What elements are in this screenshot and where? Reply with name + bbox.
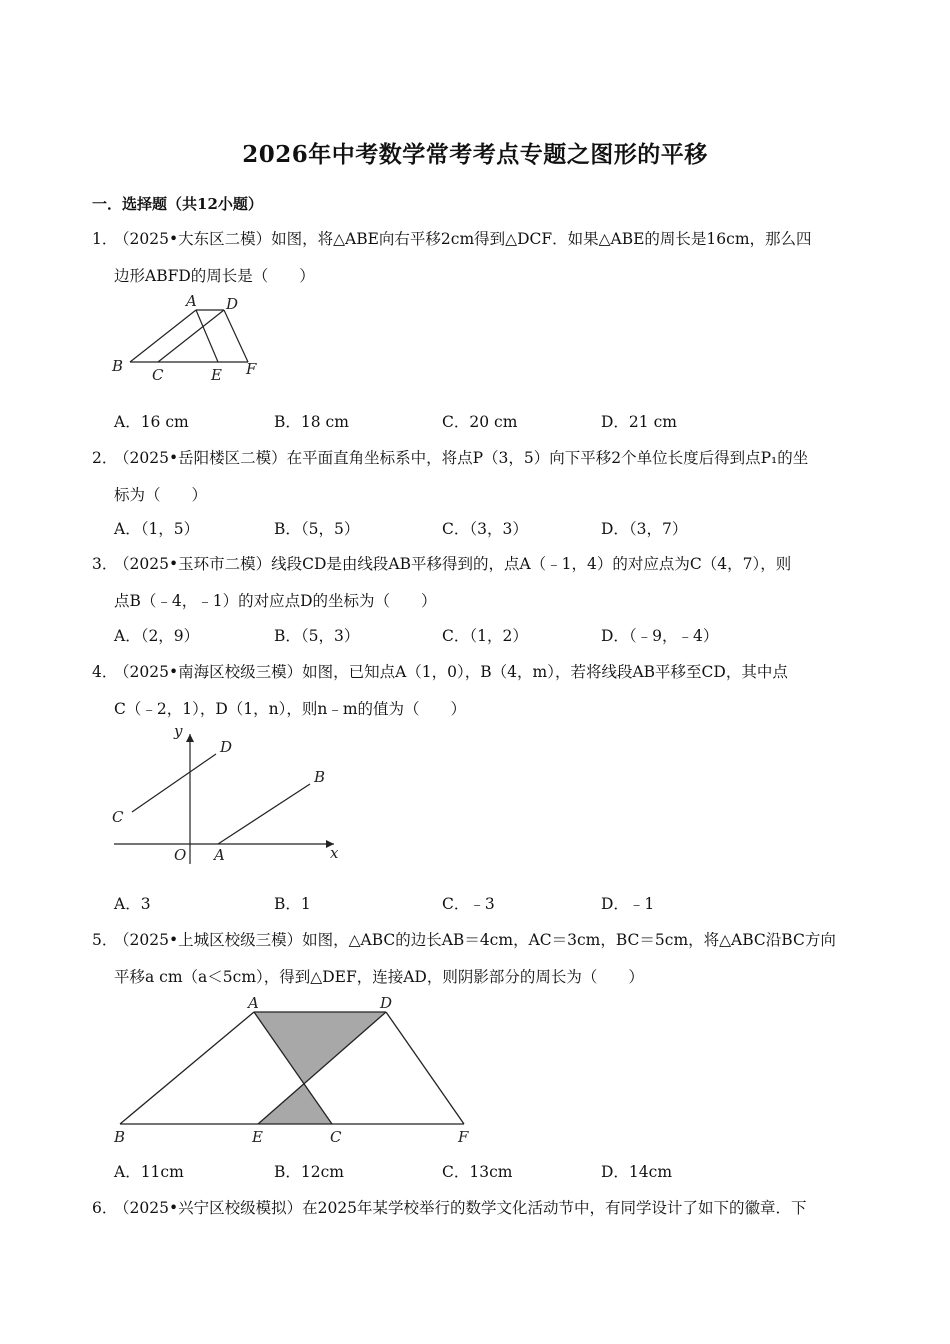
q5-label-e: E	[252, 1128, 263, 1146]
question-1-text: （2025•大东区二模）如图，将△ABE向右平移2cm得到△DCF．如果△ABE的周长是16cm，那么四	[114, 230, 812, 248]
question-4-option-a[interactable]: A．3	[114, 895, 151, 913]
question-2-number: 2．	[92, 449, 118, 467]
question-1-option-b[interactable]: B．18 cm	[274, 413, 349, 431]
q4-label-y: y	[174, 722, 183, 740]
question-5-line-1	[92, 928, 836, 950]
question-3-line-1	[92, 552, 791, 574]
question-1-option-c[interactable]: C．20 cm	[442, 413, 518, 431]
question-4-option-c[interactable]: C．﹣3	[442, 895, 495, 913]
q5-label-b: B	[114, 1128, 126, 1146]
question-1-option-a[interactable]: A．16 cm	[114, 413, 189, 431]
q1-label-e: E	[211, 366, 222, 384]
question-4-line-2: C（﹣2，1），D（1，n），则n﹣m的值为（ ）	[114, 700, 467, 718]
q1-label-b: B	[112, 357, 124, 375]
question-1-number: 1．	[92, 230, 118, 248]
question-3-text: （2025•玉环市二模）线段CD是由线段AB平移得到的，点A（﹣1，4）的对应点为C（4，7），则	[114, 555, 792, 573]
q5-label-c: C	[330, 1128, 342, 1146]
question-5-number: 5．	[92, 931, 118, 949]
question-2-option-b[interactable]: B．（5，5）	[274, 520, 360, 538]
q4-label-a: A	[214, 846, 225, 864]
question-4-number: 4．	[92, 663, 118, 681]
question-2-line-1	[92, 446, 808, 468]
q1-label-f: F	[246, 360, 257, 378]
q4-label-d: D	[220, 738, 233, 756]
question-5-figure	[108, 994, 488, 1144]
question-3-option-b[interactable]: B．（5，3）	[274, 627, 360, 645]
question-2-option-c[interactable]: C．（3，3）	[442, 520, 528, 538]
question-3-option-c[interactable]: C．（1，2）	[442, 627, 528, 645]
q5-label-d: D	[380, 994, 393, 1012]
question-1-line-1	[92, 227, 812, 249]
question-4-option-d[interactable]: D．﹣1	[601, 895, 655, 913]
question-5-option-c[interactable]: C．13cm	[442, 1163, 513, 1181]
question-4-option-b[interactable]: B．1	[274, 895, 311, 913]
q1-label-c: C	[152, 366, 164, 384]
question-5-line-2: 平移a cm（a＜5cm），得到△DEF，连接AD，则阴影部分的周长为（ ）	[114, 968, 644, 986]
question-4-line-1	[92, 660, 788, 682]
question-2-option-a[interactable]: A．（1，5）	[114, 520, 200, 538]
q4-label-x: x	[330, 844, 339, 862]
question-3-line-2: 点B（﹣4，﹣1）的对应点D的坐标为（ ）	[114, 592, 437, 610]
question-5-option-b[interactable]: B．12cm	[274, 1163, 344, 1181]
question-3-number: 3．	[92, 555, 118, 573]
question-6-number: 6．	[92, 1199, 118, 1217]
question-2-option-d[interactable]: D．（3，7）	[601, 520, 688, 538]
q1-label-d: D	[226, 295, 239, 313]
q1-label-a: A	[186, 292, 197, 310]
q5-label-a: A	[248, 994, 259, 1012]
question-5-option-d[interactable]: D．14cm	[601, 1163, 673, 1181]
question-2-text: （2025•岳阳楼区二模）在平面直角坐标系中，将点P（3，5）向下平移2个单位长度后得到点P₁的坐	[114, 449, 809, 467]
section-heading: 一．选择题（共12小题）	[92, 195, 263, 213]
question-3-option-a[interactable]: A．（2，9）	[114, 627, 200, 645]
question-5-text: （2025•上城区校级三模）如图，△ABC的边长AB＝4cm，AC＝3cm，BC＝5cm，将△ABC沿BC方向	[114, 931, 836, 949]
question-1-figure	[108, 292, 268, 382]
q5-label-f: F	[458, 1128, 469, 1146]
question-6-text: （2025•兴宁区校级模拟）在2025年某学校举行的数学文化活动节中，有同学设计了如下的徽章．下	[114, 1199, 807, 1217]
question-6-line-1	[92, 1196, 807, 1218]
question-5-option-a[interactable]: A．11cm	[114, 1163, 184, 1181]
q4-label-c: C	[112, 808, 124, 826]
question-3-option-d[interactable]: D．（﹣9，﹣4）	[601, 627, 719, 645]
page-title: 2026年中考数学常考考点专题之图形的平移	[242, 141, 708, 168]
question-4-text: （2025•南海区校级三模）如图，已知点A（1，0），B（4，m），若将线段AB平移至CD，其中点	[114, 663, 788, 681]
question-1-line-2: 边形ABFD的周长是（ ）	[114, 267, 315, 285]
q4-label-b: B	[314, 768, 326, 786]
question-4-figure	[108, 722, 348, 872]
question-1-option-d[interactable]: D．21 cm	[601, 413, 677, 431]
question-2-line-2: 标为（ ）	[114, 486, 208, 504]
q4-label-o: O	[174, 846, 187, 864]
